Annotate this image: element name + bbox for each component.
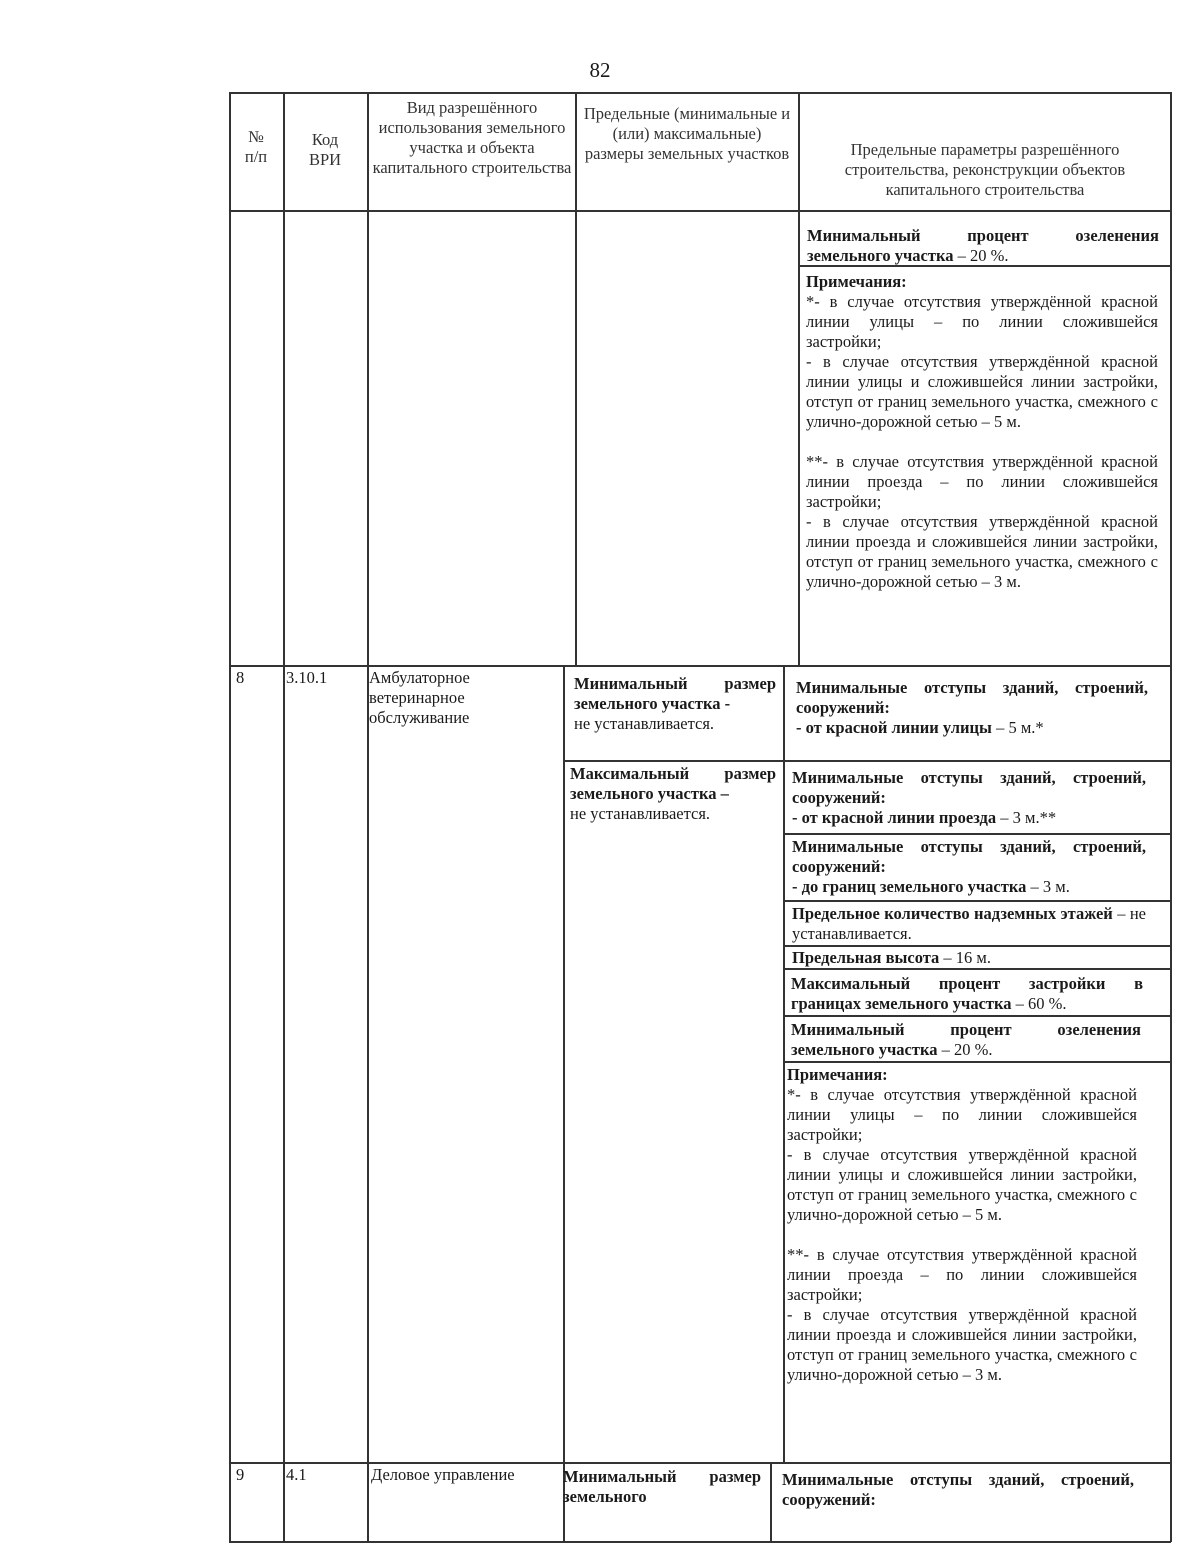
note-item: *- в случае отсутствия утверждённой красной линии улицы – по линии сложившейся застройки; (806, 292, 1158, 351)
row8-param-coverage: Максимальный процент застройки в границах земельного участка – 60 %. (791, 974, 1143, 1013)
row8-param-floors: Предельное количество надземных этажей – не устанавливается. (792, 904, 1146, 943)
row8-min-size: Минимальный размер земельного участка - не устанавливается. (574, 674, 776, 733)
row8-notes (787, 1065, 1137, 1385)
row8-param-setback-border: Минимальные отступы зданий, строений, сооружений: - до границ земельного участка – 3 м. (792, 837, 1146, 896)
row8-param-setback-street: Минимальные отступы зданий, строений, сооружений: - от красной линии улицы – 5 м.* (796, 678, 1148, 737)
row8-param-height: Предельная высота – 16 м. (792, 948, 991, 967)
row9-kind: Деловое управление (371, 1465, 515, 1484)
notes-title: Примечания: (787, 1065, 888, 1084)
note-item: **- в случае отсутствия утверждённой красной линии проезда – по линии сложившейся застройки; (806, 452, 1158, 511)
header-num: № п/п (244, 127, 268, 166)
row9-param-setback: Минимальные отступы зданий, строений, сооружений: (782, 1470, 1134, 1509)
note-item: - в случае отсутствия утверждённой красной линии проезда и сложившейся линии застройки, отступ от границ земельного участка, смежного с улично-дорожной сетью – 3 м. (806, 512, 1158, 591)
row8-param-setback-passage: Минимальные отступы зданий, строений, сооружений: - от красной линии проезда – 3 м.** (792, 768, 1146, 827)
note-item: - в случае отсутствия утверждённой красной линии проезда и сложившейся линии застройки, отступ от границ земельного участка, смежного с улично-дорожной сетью – 3 м. (787, 1305, 1137, 1384)
header-code: Код ВРИ (308, 130, 342, 169)
note-item: *- в случае отсутствия утверждённой красной линии улицы – по линии сложившейся застройки; (787, 1085, 1137, 1144)
row9-num: 9 (236, 1465, 245, 1484)
note-item: **- в случае отсутствия утверждённой красной линии проезда – по линии сложившейся застройки; (787, 1245, 1137, 1304)
cont-notes (806, 272, 1158, 592)
header-kind: Вид разрешённого использования земельного участка и объекта капитального строительства (372, 98, 572, 177)
note-item: - в случае отсутствия утверждённой красной линии улицы и сложившейся линии застройки, отступ от границ земельного участка, смежного с улично-дорожной сетью – 5 м. (806, 352, 1158, 431)
notes-title: Примечания: (806, 272, 907, 291)
note-item: - в случае отсутствия утверждённой красной линии улицы и сложившейся линии застройки, отступ от границ земельного участка, смежного с улично-дорожной сетью – 5 м. (787, 1145, 1137, 1224)
header-params: Предельные параметры разрешённого строительства, реконструкции объектов капитального строительства (844, 140, 1126, 199)
row8-num: 8 (236, 668, 245, 687)
row9-code: 4.1 (286, 1465, 307, 1484)
page-number: 82 (589, 58, 611, 82)
row8-code: 3.10.1 (286, 668, 328, 687)
row9-min-size: Минимальный размер земельного (563, 1467, 761, 1506)
cont-green-param: Минимальный процент озеленения земельного участка – 20 %. (807, 226, 1159, 265)
row8-max-size: Максимальный размер земельного участка – не устанавливается. (570, 764, 776, 823)
row8-kind: Амбулаторное ветеринарное обслуживание (369, 668, 470, 727)
row8-param-green: Минимальный процент озеленения земельного участка – 20 %. (791, 1020, 1141, 1059)
header-sizes: Предельные (минимальные и (или) максимальные) размеры земельных участков (583, 104, 791, 163)
